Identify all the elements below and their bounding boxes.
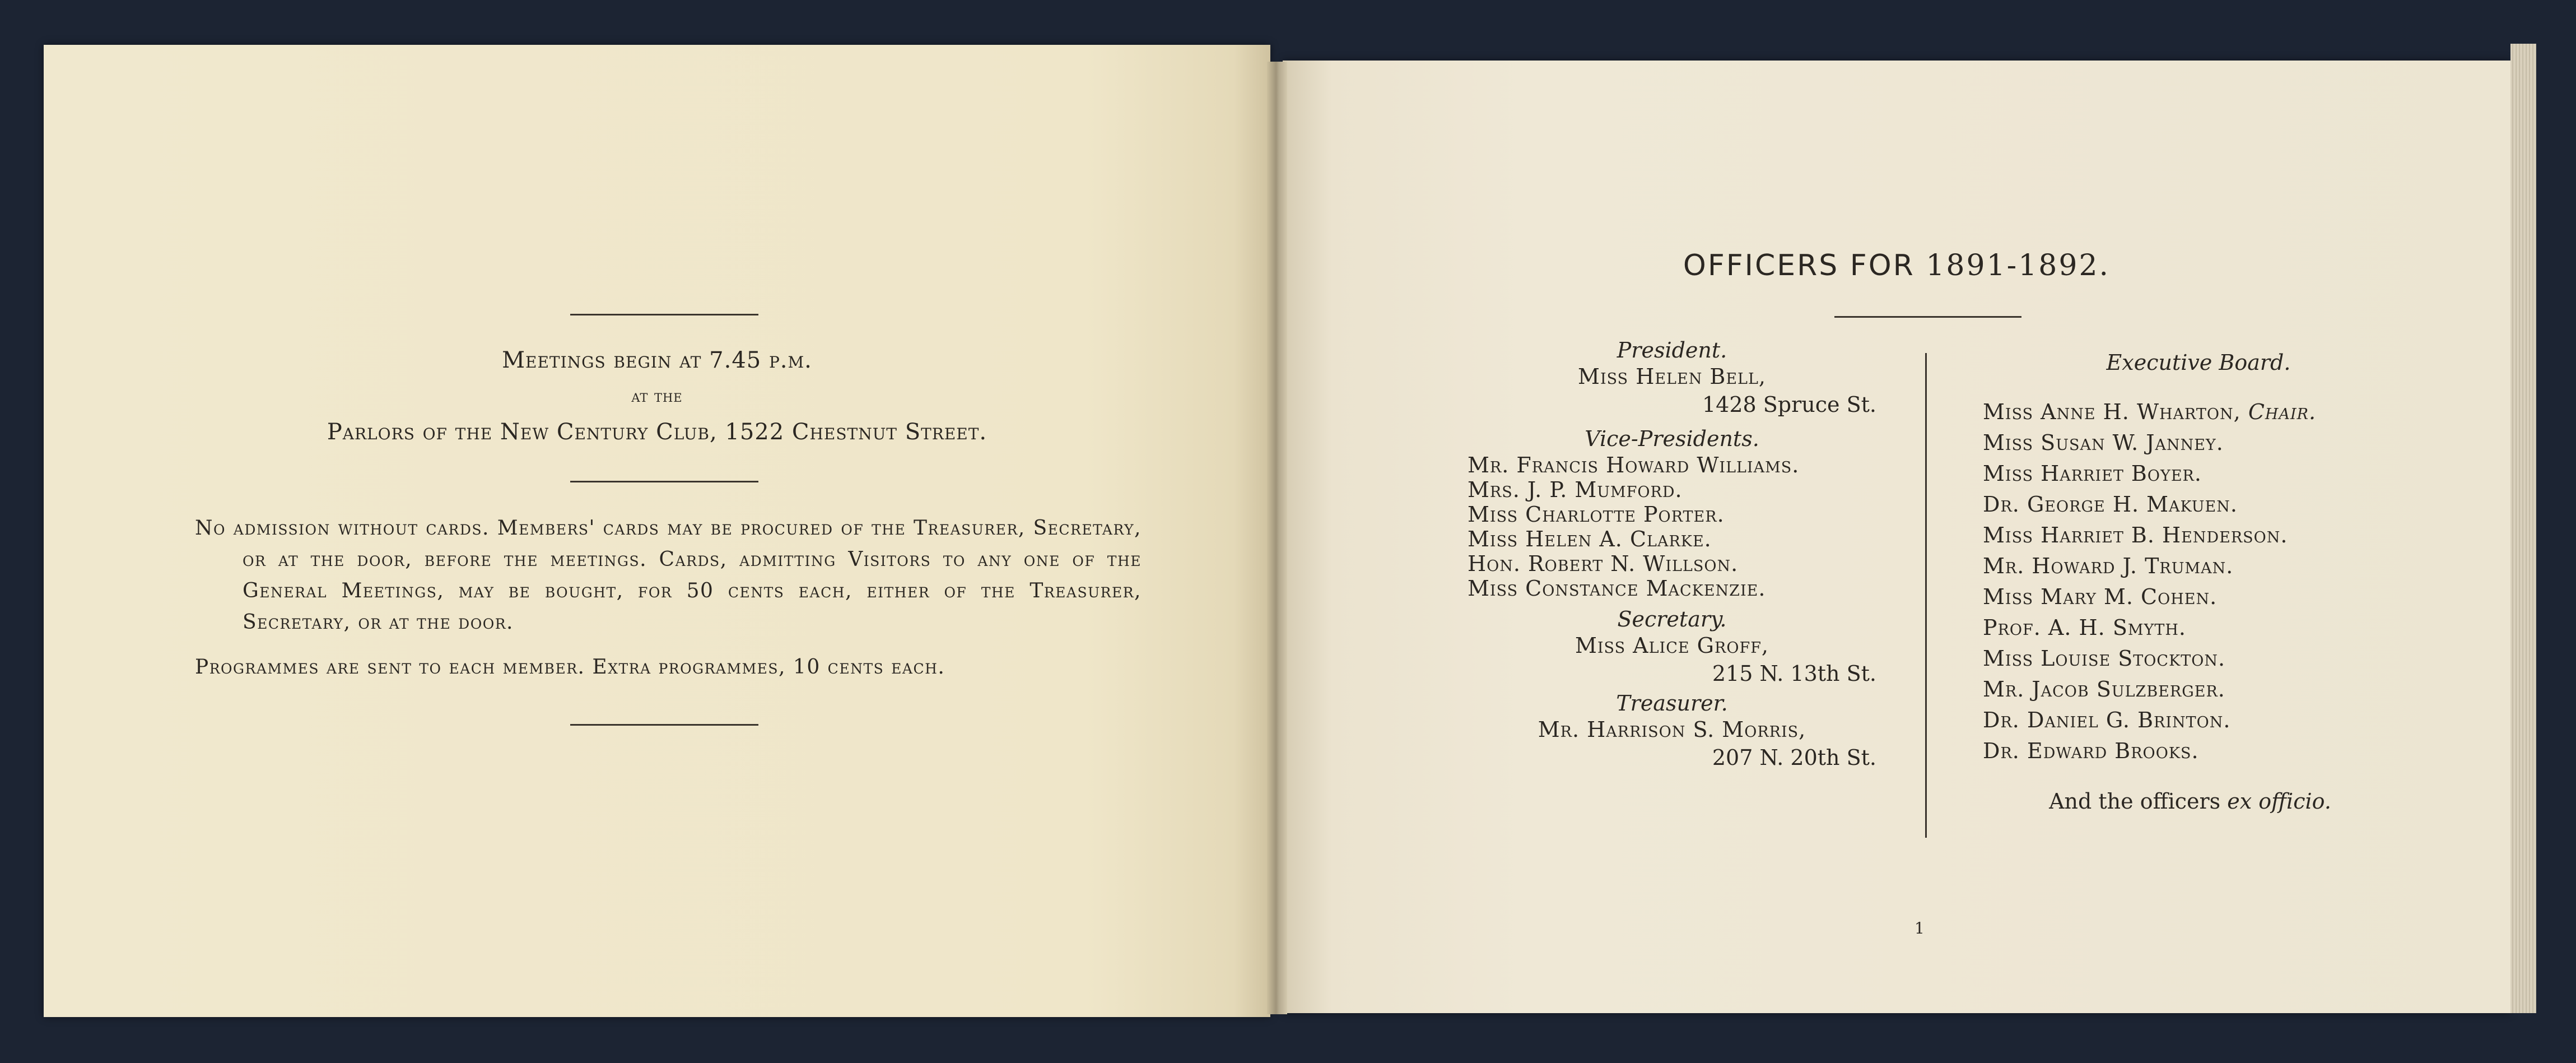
officers-title-years: 1891-1892.: [1926, 249, 2111, 282]
meetings-at-the: at the: [631, 387, 683, 406]
page-edges: [2510, 44, 2536, 1013]
vice-presidents-list: [1468, 453, 1876, 601]
meetings-location: Parlors of the New Century Club, 1522 Chestnut Street.: [327, 419, 987, 445]
vice-president-item: Miss Constance Mackenzie.: [1468, 576, 1766, 601]
executive-board-list: [1983, 397, 2431, 767]
secretary-address: 215 N. 13th St.: [1712, 661, 1876, 686]
secretary-name: Miss Alice Groff,: [1575, 633, 1769, 658]
treasurer-name: Mr. Harrison S. Morris,: [1538, 717, 1806, 742]
admission-paragraph: [195, 513, 1142, 638]
board-chair-name: Miss Anne H. Wharton,: [1983, 400, 2241, 424]
vice-presidents-heading: Vice-Presidents.: [1585, 426, 1759, 451]
executive-board-heading: Executive Board.: [2106, 350, 2291, 375]
board-chair-role: Chair.: [2248, 400, 2317, 424]
page-number: 1: [1914, 919, 1925, 937]
officers-title-text: OFFICERS FOR: [1683, 249, 1926, 282]
meetings-time: Meetings begin at 7.45 p.m.: [502, 347, 812, 373]
vice-president-item: Hon. Robert N. Willson.: [1468, 551, 1739, 576]
programmes-note: Programmes are sent to each member. Extra programmes, 10 cents each.: [195, 656, 945, 679]
treasurer-heading: Treasurer.: [1616, 691, 1728, 716]
ex-officio-prefix: And the officers: [2049, 789, 2228, 814]
vice-president-item: Mr. Francis Howard Williams.: [1468, 453, 1800, 477]
president-name: Miss Helen Bell,: [1578, 364, 1766, 389]
vice-president-item: Mrs. J. P. Mumford.: [1468, 477, 1683, 502]
board-member: Miss Mary M. Cohen.: [1983, 584, 2218, 609]
divider-rule-middle: [570, 481, 758, 482]
board-member: Dr. George H. Makuen.: [1983, 492, 2238, 517]
board-member: Miss Harriet Boyer.: [1983, 461, 2202, 486]
board-member: Mr. Howard J. Truman.: [1983, 554, 2234, 578]
board-member: Miss Harriet B. Henderson.: [1983, 523, 2288, 547]
officers-title: [1283, 249, 2510, 282]
divider-rule-top: [570, 314, 758, 315]
vice-president-item: Miss Charlotte Porter.: [1468, 502, 1725, 527]
board-member: Miss Louise Stockton.: [1983, 646, 2226, 671]
divider-rule-bottom: [570, 724, 758, 726]
book-gutter: [1267, 62, 1287, 1014]
executive-board-column: [1983, 349, 2431, 835]
board-member: Miss Susan W. Janney.: [1983, 430, 2224, 455]
president-heading: President.: [1617, 338, 1727, 363]
column-divider: [1925, 353, 1927, 838]
officers-column: [1468, 336, 1876, 773]
ex-officio-note: [1949, 789, 2431, 814]
president-address: 1428 Spruce St.: [1702, 392, 1876, 417]
admission-text: No admission without cards. Members' cards may be procured of the Treasurer, Secretary, or at the door, before the meetings. Cards, admitting Visitors to any one of the General Meetings, may be bought, for 50 cents each, either of the Treasurer, Secretary, or at the door.: [195, 517, 1142, 634]
board-member: Dr. Daniel G. Brinton.: [1983, 708, 2231, 732]
board-member: Mr. Jacob Sulzberger.: [1983, 677, 2225, 702]
ex-officio-italic: ex officio.: [2227, 789, 2331, 814]
treasurer-address: 207 N. 20th St.: [1712, 745, 1876, 770]
vice-president-item: Miss Helen A. Clarke.: [1468, 527, 1712, 551]
board-chair: [1983, 397, 2431, 428]
secretary-heading: Secretary.: [1617, 607, 1727, 632]
board-member: Dr. Edward Brooks.: [1983, 739, 2199, 763]
board-member: Prof. A. H. Smyth.: [1983, 615, 2186, 640]
title-rule: [1834, 316, 2021, 318]
